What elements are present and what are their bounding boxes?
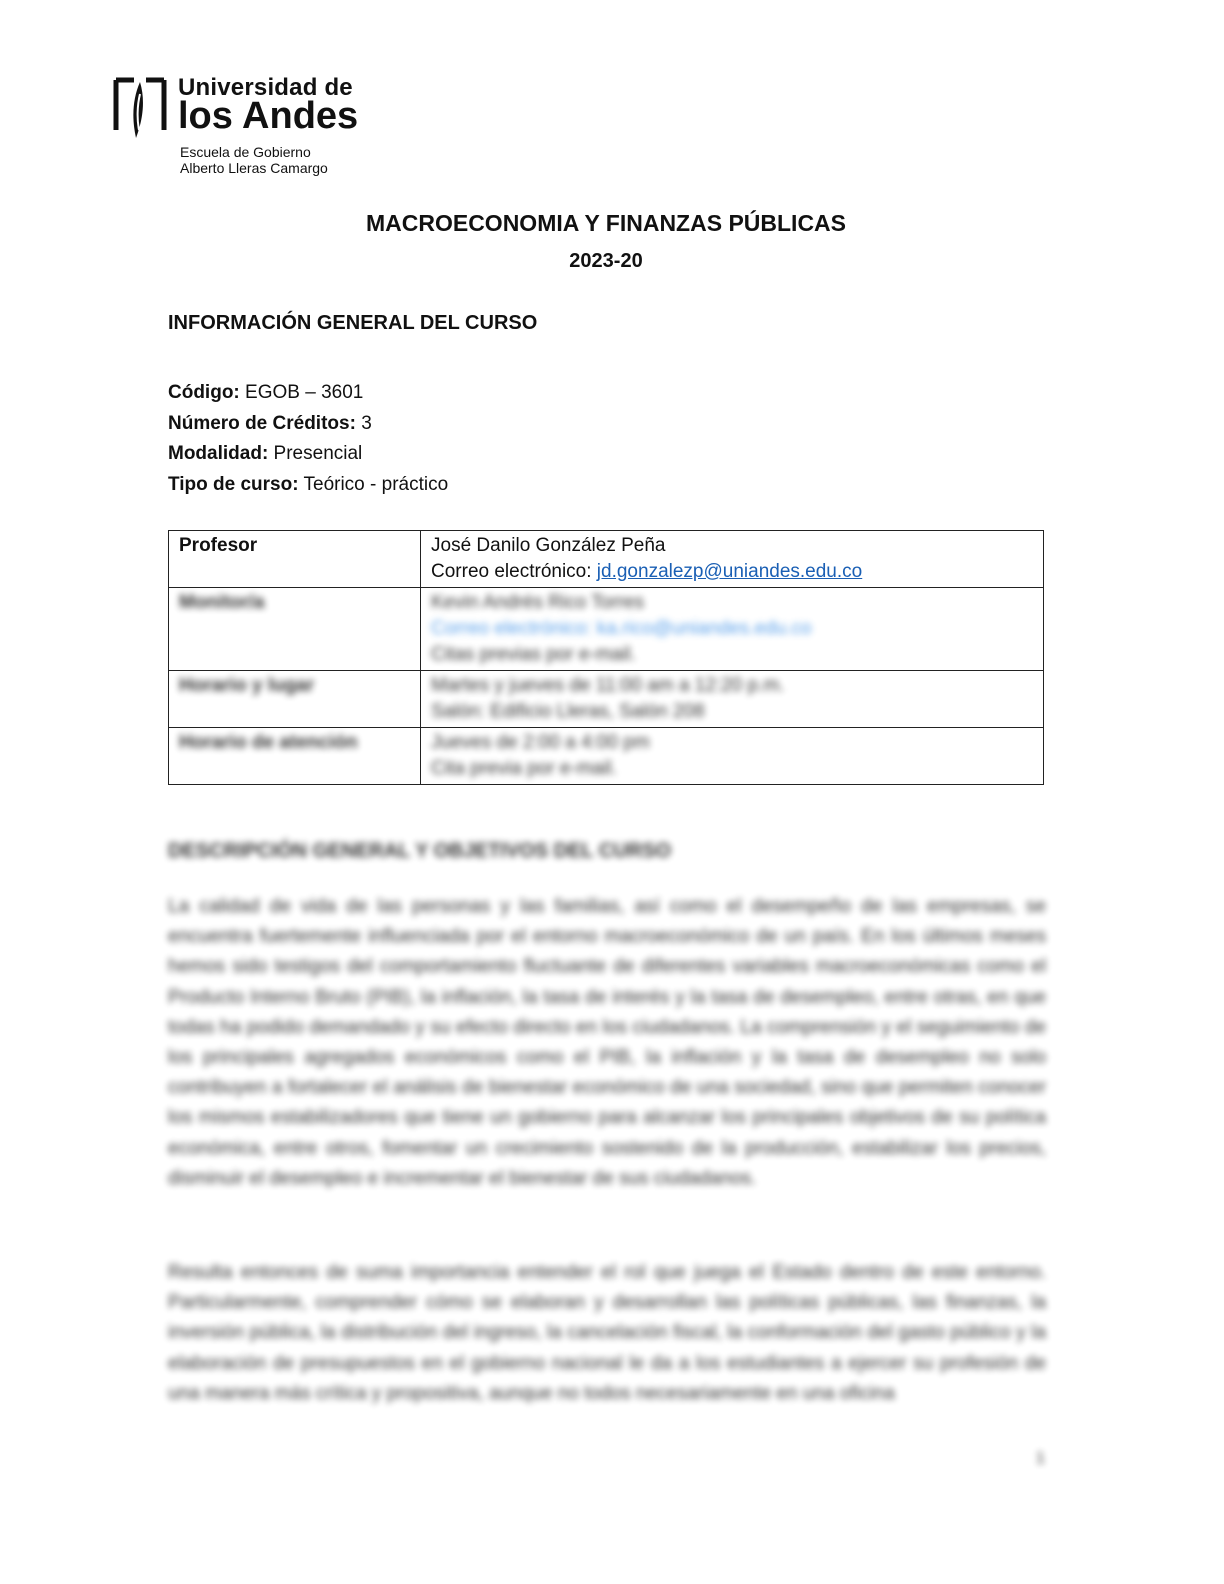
table-row: Horario y lugar Martes y jueves de 11:00 am a 12:20 p.m. Salón: Edificio Lleras, Salón 208	[169, 671, 1044, 728]
description-paragraph-1: La calidad de vida de las personas y las familias, así como el desempeño de las empresas, se encuentra fuertemente influenciada por el entorno macroeconómico de un país. En los últimos meses hemos sido testigos del comportamiento fluctuante de diferentes variables macroeconómicas como el Producto Interno Bruto (PIB), la inflación, la tasa de interés y la tasa de desempleo, entre otras, en que todas ha podido demandado y su efecto directo en los ciudadanos. La comprensión y el seguimiento de los principales agregados económicos como el PIB, la inflación y la tasa de desempleo no solo contribuyen a fortalecer el análisis de bienestar económico de una sociedad, sino que permiten conocer los mismos estabilizadores que tiene un gobierno para alcanzar los principales objetivos de su política económica, entre otros, fomentar un crecimiento sostenido de la producción, estabilizar los precios, disminuir el desempleo e incrementar el bienestar de sus ciudadanos.	[168, 896, 1046, 1189]
general-info-heading: INFORMACIÓN GENERAL DEL CURSO	[168, 312, 538, 334]
school-name-line1: Escuela de Gobierno	[180, 144, 311, 160]
professor-email-link[interactable]: jd.gonzalezp@uniandes.edu.co	[596, 561, 863, 582]
professor-cell	[421, 531, 1044, 588]
staff-table	[168, 530, 1044, 785]
general-info-list	[168, 378, 448, 500]
info-row-code: Código: EGOB – 3601	[168, 382, 364, 403]
professor-name: José Danilo González Peña	[431, 535, 666, 556]
course-title: MACROECONOMIA Y FINANZAS PÚBLICAS	[365, 210, 847, 236]
university-logo	[112, 74, 359, 184]
page-number: 1	[1036, 1450, 1045, 1467]
los-andes-emblem-icon	[112, 76, 168, 142]
professor-label: Profesor	[169, 531, 421, 588]
professor-email-line: Correo electrónico: jd.gonzalezp@uniandes.edu.co	[431, 561, 863, 582]
description-paragraph-2: Resulta entonces de suma importancia entender el rol que juega el Estado dentro de este entorno. Particularmente, comprender cómo se elaboran y desarrollan las políticas públicas, las finanzas, la inversión pública, la distribución del ingreso, la cancelación fiscal, la conformación del gasto público y la elaboración de presupuestos en el gobierno nacional le da a los estudiantes a ejercer su profesión de una manera más crítica y propositiva, aunque no todos necesariamente en una oficina	[168, 1262, 1046, 1404]
course-period: 2023-20	[569, 250, 643, 272]
table-row: Monitor/a Kevin Andrés Rico Torres Correo electrónico: ka.rico@uniandes.edu.co Citas previas por e-mail.	[169, 588, 1044, 671]
table-row: Horario de atención Jueves de 2:00 a 4:00 pm Cita previa por e-mail.	[169, 728, 1044, 785]
school-name-line2: Alberto Lleras Camargo	[180, 160, 328, 176]
professor-row	[169, 531, 1044, 588]
info-row-modality: Modalidad: Presencial	[168, 443, 363, 464]
university-name-line2: los Andes	[178, 95, 359, 137]
description-heading: DESCRIPCIÓN GENERAL Y OBJETIVOS DEL CURSO	[168, 840, 672, 862]
info-row-course-type: Tipo de curso: Teórico - práctico	[168, 473, 449, 495]
university-name-line1: Universidad de	[178, 74, 353, 101]
info-row-credits: Número de Créditos: 3	[168, 412, 372, 434]
